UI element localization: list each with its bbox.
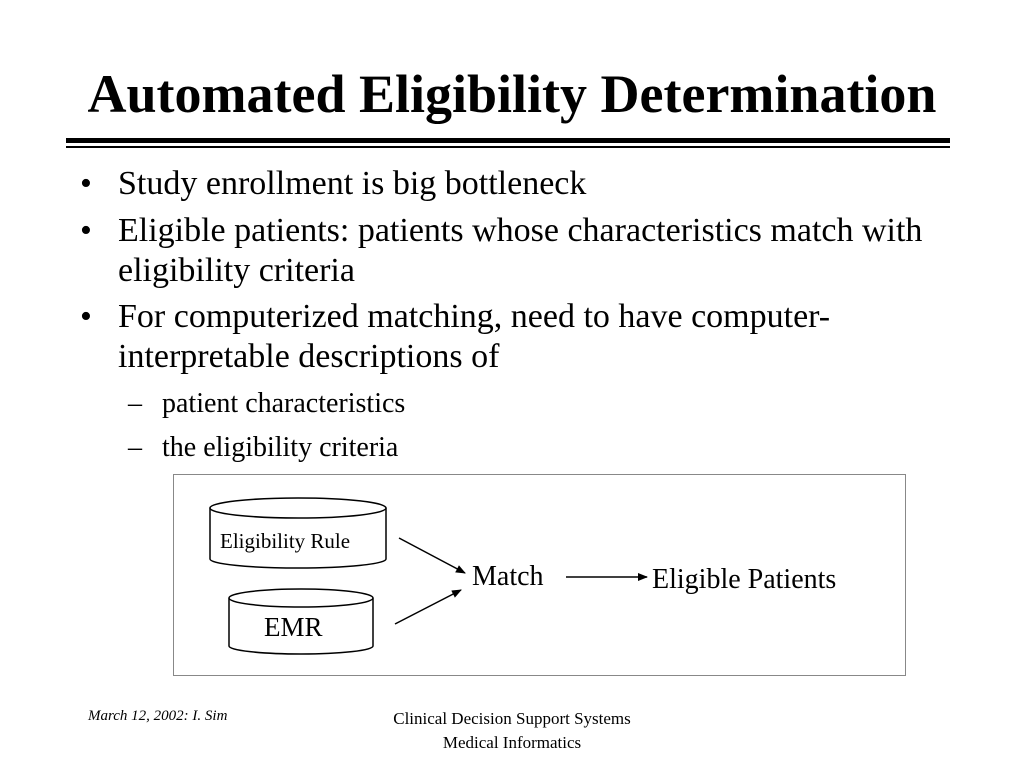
sub-bullet-marker: – bbox=[128, 432, 142, 463]
bullet-marker: • bbox=[80, 212, 92, 249]
eligible-patients-label: Eligible Patients bbox=[652, 564, 837, 595]
eligibility-rule-label: Eligibility Rule bbox=[220, 529, 351, 553]
match-label: Match bbox=[472, 561, 544, 592]
rule-to-match-arrow bbox=[399, 538, 465, 573]
footer-course-line2: Medical Informatics bbox=[442, 733, 582, 752]
sub-bullet-marker: – bbox=[128, 388, 142, 419]
bullet-text: Study enrollment is big bottleneck bbox=[118, 165, 587, 202]
bullet-text: For computerized matching, need to have computer-interpretable descriptions of bbox=[118, 298, 831, 375]
emr-label: EMR bbox=[264, 612, 323, 642]
emr-to-match-arrow bbox=[395, 590, 461, 624]
sub-bullet-text: the eligibility criteria bbox=[162, 432, 399, 463]
bullet-marker: • bbox=[80, 298, 92, 335]
footer-course-line1: Clinical Decision Support Systems bbox=[393, 709, 631, 728]
slide-title: Automated Eligibility Determination bbox=[87, 64, 937, 124]
footer-course bbox=[352, 707, 672, 755]
sub-bullet-text: patient characteristics bbox=[162, 388, 406, 419]
footer-date-author: March 12, 2002: I. Sim bbox=[88, 708, 228, 724]
bullet-text: Eligible patients: patients whose characteristics match with eligibility criteria bbox=[118, 212, 923, 289]
bullet-marker: • bbox=[80, 165, 92, 202]
